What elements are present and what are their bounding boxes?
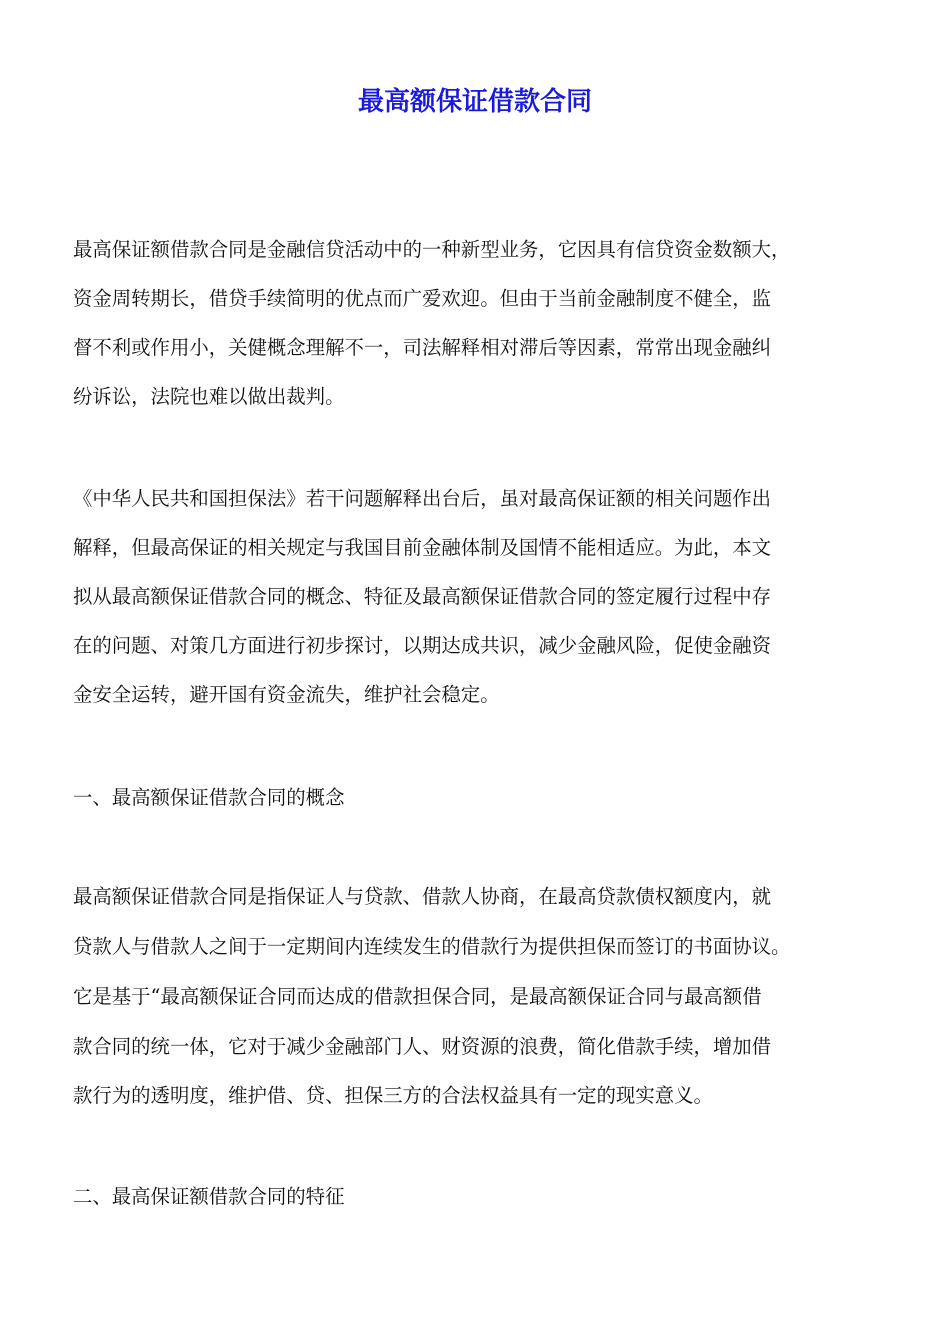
paragraph-2-line-3: 拟从最高额保证借款合同的概念、特征及最高额保证借款合同的签定履行过程中存 [73,585,772,608]
paragraph-1-line-1: 最高保证额借款合同是金融信贷活动中的一种新型业务，它因具有信贷资金数额大， [73,238,791,261]
paragraph-2-line-2: 解释，但最高保证的相关规定与我国目前金融体制及国情不能相适应。为此，本文 [73,536,772,559]
paragraph-3-line-4: 款合同的统一体，它对于减少金融部门人、财资源的浪费，简化借款手续，增加借 [73,1035,772,1058]
paragraph-2-line-1: 《中华人民共和国担保法》若干问题解释出台后，虽对最高保证额的相关问题作出 [73,487,772,510]
section-heading-2: 二、最高保证额借款合同的特征 [73,1185,345,1208]
paragraph-2-line-4: 在的问题、对策几方面进行初步探讨，以期达成共识，减少金融风险，促使金融资 [73,634,772,657]
paragraph-3-line-3: 它是基于“最高额保证合同而达成的借款担保合同，是最高额保证合同与最高额借 [73,985,762,1008]
paragraph-1-line-2: 资金周转期长，借贷手续简明的优点而广爱欢迎。但由于当前金融制度不健全，监 [73,287,772,310]
section-heading-1: 一、最高额保证借款合同的概念 [73,786,345,809]
paragraph-3-line-2: 贷款人与借款人之间于一定期间内连续发生的借款行为提供担保而签订的书面协议。 [73,935,791,958]
paragraph-1-line-4: 纷诉讼，法院也难以做出裁判。 [73,385,345,408]
paragraph-1-line-3: 督不利或作用小，关健概念理解不一，司法解释相对滞后等因素，常常出现金融纠 [73,336,772,359]
document-title: 最高额保证借款合同 [357,87,592,117]
paragraph-2-line-5: 金安全运转，避开国有资金流失，维护社会稳定。 [73,683,500,706]
paragraph-3-line-5: 款行为的透明度，维护借、贷、担保三方的合法权益具有一定的现实意义。 [73,1084,713,1107]
paragraph-3-line-1: 最高额保证借款合同是指保证人与贷款、借款人协商，在最高贷款债权额度内，就 [73,885,772,908]
